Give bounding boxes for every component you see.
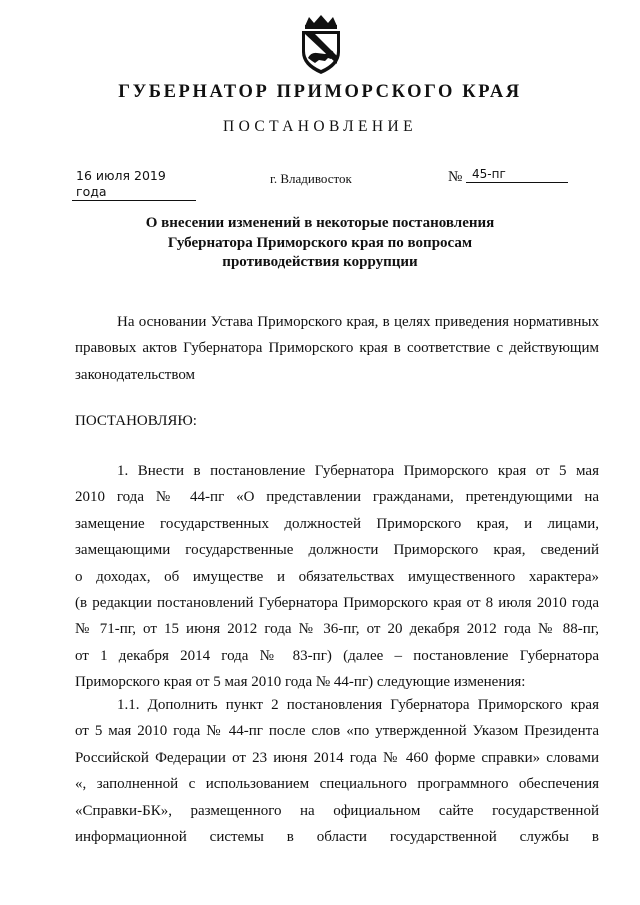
governor-title: ГУБЕРНАТОР ПРИМОРСКОГО КРАЯ bbox=[118, 82, 522, 102]
subject-line: противодействия коррупции bbox=[222, 254, 418, 270]
basis-paragraph bbox=[75, 309, 599, 388]
paragraph-line: информационной системы в области государственной службы в bbox=[75, 828, 599, 845]
document-city: г. Владивосток bbox=[270, 171, 352, 186]
paragraph-line: (в редакции постановлений Губернатора Приморского края от 8 июля 2010 года bbox=[75, 594, 599, 611]
subject-line: Губернатора Приморского края по вопросам bbox=[167, 234, 473, 251]
document-date: 16 июля 2019 года bbox=[72, 168, 196, 201]
paragraph-line: № 71-пг, от 15 июня 2012 года № 36-пг, от 20 декабря 2012 года № 88-пг, bbox=[75, 621, 599, 638]
subject-line: О внесении изменений в некоторые постановления bbox=[145, 215, 495, 231]
item-1-1-paragraph bbox=[75, 692, 599, 850]
paragraph-line: замещение государственных должностей Приморского края, и лицами, bbox=[75, 515, 599, 532]
paragraph-line: 1.1. Дополнить пункт 2 постановления Губернатора Приморского края bbox=[117, 697, 599, 713]
paragraph-line: законодательством bbox=[75, 366, 196, 383]
resolution-word: ПОСТАНОВЛЯЮ: bbox=[75, 413, 197, 429]
document-type: ПОСТАНОВЛЕНИЕ bbox=[223, 118, 417, 135]
paragraph-line: На основании Устава Приморского края, в целях приведения нормативных bbox=[117, 314, 599, 330]
paragraph-line: правовых актов Губернатора Приморского края в соответствие с действующим bbox=[75, 340, 599, 357]
paragraph-line: Приморского края от 5 мая 2010 года № 44-пг) следующие изменения: bbox=[75, 674, 526, 691]
paragraph-line: 1. Внести в постановление Губернатора Приморского края от 5 мая bbox=[117, 463, 599, 479]
paragraph-line: замещающими государственные должности Приморского края, сведений bbox=[75, 542, 599, 559]
item-1-paragraph bbox=[75, 458, 599, 696]
paragraph-line: от 5 мая 2010 года № 44-пг после слов «по утвержденной Указом Президента bbox=[75, 723, 599, 740]
paragraph-line: Российской Федерации от 23 июня 2014 года № 460 форме справки» словами bbox=[75, 749, 599, 766]
document-number: 45-пг bbox=[466, 166, 568, 183]
paragraph-line: о доходах, об имуществе и обязательствах имущественного характера» bbox=[75, 568, 599, 585]
document-subject bbox=[0, 214, 640, 273]
paragraph-line: «Справки-БК», размещенного на официальном сайте государственной bbox=[75, 802, 599, 819]
number-sign: № bbox=[448, 169, 463, 185]
paragraph-line: от 1 декабря 2014 года № 83-пг) (далее – постановление Губернатора bbox=[75, 647, 599, 664]
paragraph-line: «, заполненной с использованием специального программного обеспечения bbox=[75, 776, 599, 793]
coat-of-arms-emblem bbox=[295, 14, 347, 76]
paragraph-line: 2010 года № 44-пг «О представлении гражданами, претендующими на bbox=[75, 489, 599, 506]
